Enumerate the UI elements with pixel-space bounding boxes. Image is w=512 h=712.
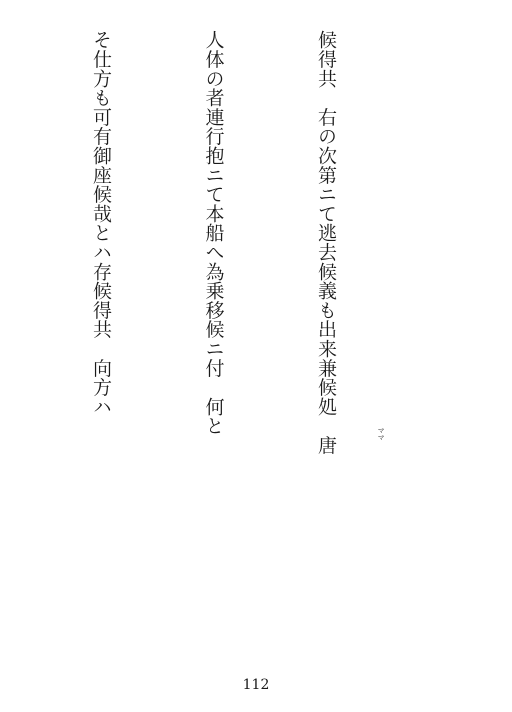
mama-annotation: ママ [377, 427, 385, 441]
text-line-4 [0, 30, 7, 530]
text-line-3: そ仕方も可有御座候哉とハ存候得共 向方ハ [90, 30, 112, 416]
text-line-2: 人体の者連行抱ニて本船へ為乗移候ニ付 何と [202, 30, 225, 436]
text-line-1: 候得共 右の次第ニて逃去候義も出来兼候処 唐 [315, 30, 337, 455]
page-number: 112 [242, 677, 270, 693]
vertical-text-body [0, 30, 419, 530]
